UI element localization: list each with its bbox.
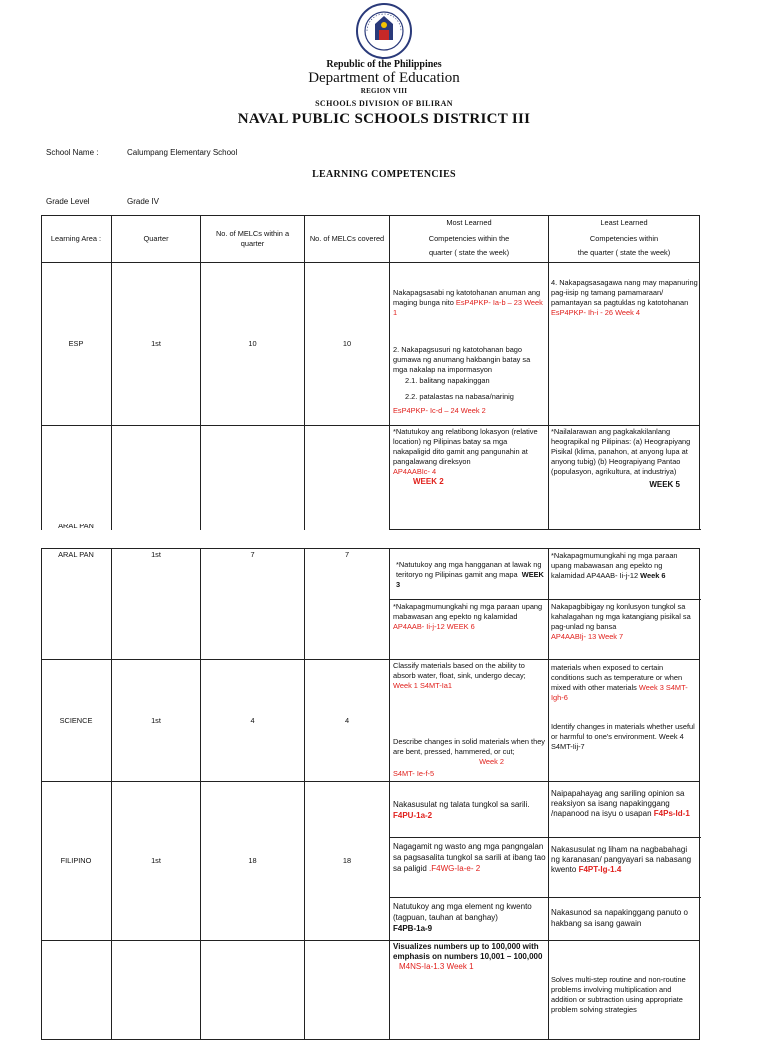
district-line: NAVAL PUBLIC SCHOOLS DISTRICT III (237, 111, 531, 127)
aral-pan-least-1: *Nailalarawan ang pagkakakilanlang heograpikal ng Pilipinas: (a) Heograpiyang Pisikal (klima, panahon, at anyong lupa at anyong tubig) (b) Heograpiyang Pantao (populasyon, agrikultura, at industriya) WEEK 5 (551, 427, 691, 489)
divider (111, 425, 201, 530)
esp-least-1: 4. Nakapagsasagawa nang may mapanuring pag-iisip ng tamang pamamaraan/ pamantayan sa pagtuklas ng katotohanan EsP4PKP- Ih-i - 26 Week 4 (551, 278, 698, 317)
divider (111, 940, 201, 1040)
department-line: Department of Education (308, 70, 460, 86)
filipino-least-3: Nakasunod sa napakinggang panuto o hakbang sa isang gawain (551, 908, 688, 928)
science-least-2: Identify changes in materials whether useful or harmful to one's environment. Week 4 S4MT-Iij-7 (551, 722, 695, 751)
header-quarter: Quarter (143, 234, 169, 243)
area-esp: ESP (68, 339, 84, 348)
filipino-most-2: Nagagamit ng wasto ang mga pangngalan sa pagsasalita tungkol sa sarili at ibang tao sa paligid .F4WG-Ia-e- 2 (393, 842, 546, 873)
divider (548, 781, 549, 941)
header-least-learned: Least Learned Competencies within the quarter ( state the week) (577, 218, 671, 257)
quarter-aral-pan: 1st (151, 550, 161, 559)
divider (390, 837, 701, 838)
math-most-1: Visualizes numbers up to 100,000 with emphasis on numbers 10,001 – 100,000 M4NS-Ia-1.3 Week 1 (393, 942, 543, 971)
page-break (40, 530, 702, 548)
covered-esp: 10 (342, 339, 352, 348)
division-line: SCHOOLS DIVISION OF BILIRAN (315, 99, 453, 108)
divider (304, 548, 390, 660)
esp-most-2: 2. Nakapagsusuri ng katotohanan bago gumawa ng anumang hakbangin batay sa mga nakalap na impormasyon 2.1. balitang napakinggan 2.2. patalastas na nabasa/narinig EsP4PKP- Ic-d – 24 Week 2 (393, 345, 531, 415)
science-most-2: Describe changes in solid materials when they are bent, pressed, hammered, or cut; Week 2 S4MT- Ie-f-5 (393, 737, 545, 778)
aral-pan-most-1: *Natutukoy ang relatibong lokasyon (relative location) ng Pilipinas batay sa mga nakapaligid dito gamit ang pangunahin at pangalawang direksyon AP4AABIc- 4 WEEK 2 (393, 427, 538, 486)
header-area: Learning Area : (50, 234, 102, 243)
quarter-esp: 1st (151, 339, 161, 348)
grade-level-value: Grade IV (127, 197, 160, 206)
document-title: LEARNING COMPETENCIES (312, 169, 456, 180)
filipino-least-1: Naipapahayag ang sariling opinion sa reaksiyon sa isang napakinggang /napanood na isyu o usapan F4Ps-Id-1 (551, 789, 690, 818)
grade-level-label: Grade Level (46, 197, 90, 206)
within-science: 4 (250, 716, 255, 725)
republic-line: Republic of the Philippines (326, 59, 442, 70)
within-esp: 10 (248, 339, 257, 348)
area-filipino: FILIPINO (60, 856, 92, 865)
area-aral-pan-cut: ARAL PAN (58, 524, 94, 530)
esp-most-1: Nakapagsasabi ng katotohanan anuman ang maging bunga nito EsP4PKP- Ia-b – 23 Week 1 (393, 288, 543, 317)
aral-pan-most-2: *Natutukoy ang mga hangganan at lawak ng teritoryo ng Pilipinas gamit ang mapa WEEK 3 (396, 560, 544, 589)
quarter-science: 1st (151, 716, 161, 725)
divider (548, 940, 549, 1040)
quarter-filipino: 1st (151, 856, 161, 865)
science-most-1: Classify materials based on the ability to absorb water, float, sink, undergo decay; Week 1 S4MT-Ia1 (393, 661, 526, 690)
aral-pan-least-2: *Nakapagmumungkahi ng mga paraan upang mabawasan ang epekto ng kalamidad AP4AAB- Ii-j-12 Week 6 (551, 551, 678, 580)
divider (304, 940, 390, 1040)
divider (390, 599, 701, 600)
aral-pan-most-3: *Nakapagmumungkahi ng mga paraan upang mabawasan ang epekto ng kalamidad AP4AAB- Ii-j-12 WEEK 6 (393, 602, 543, 631)
header-melcs-within: No. of MELCs within a quarter (215, 229, 290, 248)
region-line: REGION VIII (360, 87, 408, 95)
filipino-least-2: Nakasusulat ng liham na nagbabahagi ng karanasan/ pangyayari sa nabasang kwento F4PT-Ig-1.4 (551, 845, 692, 874)
filipino-most-3: Natutukoy ang mga element ng kwento (tagpuan, tauhan at banghay) F4PB-1a-9 (393, 902, 532, 933)
school-name-label: School Name : (46, 148, 99, 157)
school-name-value: Calumpang Elementary School (127, 148, 238, 157)
science-least-1: materials when exposed to certain conditions such as temperature or when mixed with other materials Week 3 S4MT-Igh-6 (551, 663, 688, 702)
covered-filipino: 18 (342, 856, 352, 865)
divider (304, 425, 390, 530)
area-science: SCIENCE (59, 716, 93, 725)
divider (548, 425, 549, 530)
divider (548, 548, 549, 660)
divider (548, 262, 549, 426)
area-aral-pan: ARAL PAN (58, 550, 94, 559)
divider (548, 659, 549, 782)
covered-science: 4 (344, 716, 350, 725)
within-aral-pan: 7 (250, 550, 255, 559)
filipino-most-1: Nakasusulat ng talata tungkol sa sarili. F4PU-1a-2 (393, 800, 530, 820)
within-filipino: 18 (248, 856, 257, 865)
divider (111, 548, 201, 660)
aral-pan-least-3: Nakapagbibigay ng konlusyon tungkol sa kahalagahan ng mga katangiang pisikal sa pag-unlad ng bansa AP4AABIj- 13 Week 7 (551, 602, 691, 641)
divider (390, 897, 701, 898)
math-least-1: Solves multi-step routine and non-routine problems involving multiplication and addition or subtraction using appropriate problem solving strategies (551, 975, 686, 1014)
deped-seal-icon (355, 2, 413, 60)
header-melcs-covered: No. of MELCs covered (309, 234, 385, 243)
covered-aral-pan: 7 (344, 550, 350, 559)
header-most-learned: Most Learned Competencies within the quarter ( state the week) (428, 218, 510, 257)
